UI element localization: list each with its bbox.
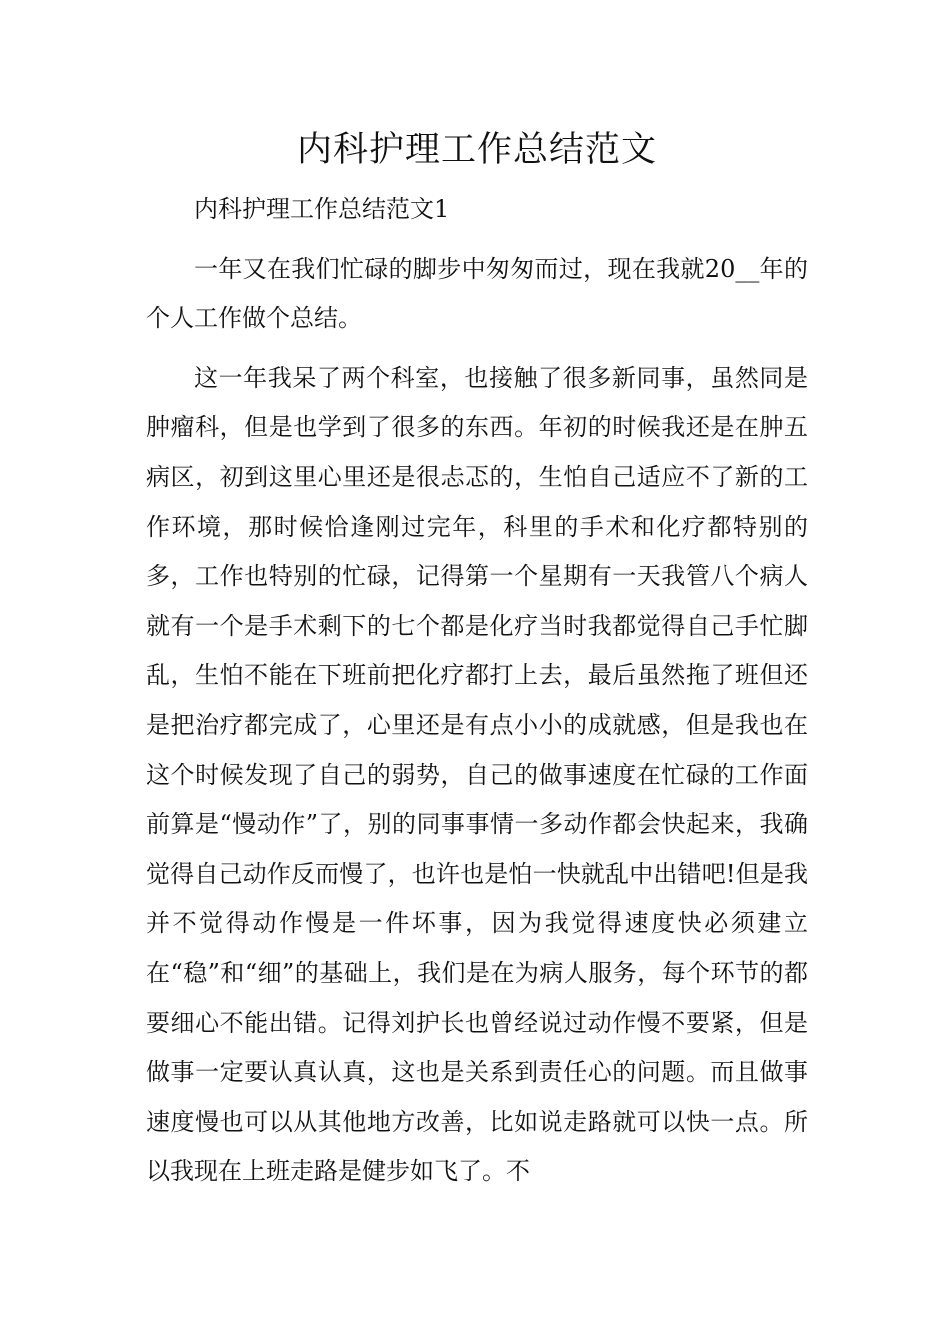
paragraph-intro: 一年又在我们忙碌的脚步中匆匆而过，现在我就20__年的个人工作做个总结。 xyxy=(146,254,808,333)
paragraph-heading: 内科护理工作总结范文1 xyxy=(194,195,450,223)
document-title: 内科护理工作总结范文 xyxy=(296,130,657,170)
paragraph-body: 这一年我呆了两个科室，也接触了很多新同事，虽然同是肿瘤科，但是也学到了很多的东西。年初的时候我还是在肿五病区，初到这里心里还是很忐忑的，生怕自己适应不了新的工作环境，那时候恰逢刚过完年，科里的手术和化疗都特别的多，工作也特别的忙碌，记得第一个星期有一天我管八个病人就有一个是手术剩下的七个都是化疗当时我都觉得自己手忙脚乱，生怕不能在下班前把化疗都打上去，最后虽然拖了班但还是把治疗都完成了，心里还是有点小小的成就感，但是我也在这个时候发现了自己的弱势，自己的做事速度在忙碌的工作面前算是“慢动作”了，别的同事事情一多动作都会快起来，我确觉得自己动作反而慢了，也许也是怕一快就乱中出错吧!但是我并不觉得动作慢是一件坏事，因为我觉得速度快必须建立在“稳”和“细”的基础上，我们是在为病人服务，每个环节的都要细心不能出错。记得刘护长也曾经说过动作慢不要紧，但是做事一定要认真认真，这也是关系到责任心的问题。而且做事速度慢也可以从其他地方改善，比如说走路就可以快一点。所以我现在上班走路是健步如飞了。不 xyxy=(146,363,808,1186)
document-page xyxy=(146,120,808,1197)
